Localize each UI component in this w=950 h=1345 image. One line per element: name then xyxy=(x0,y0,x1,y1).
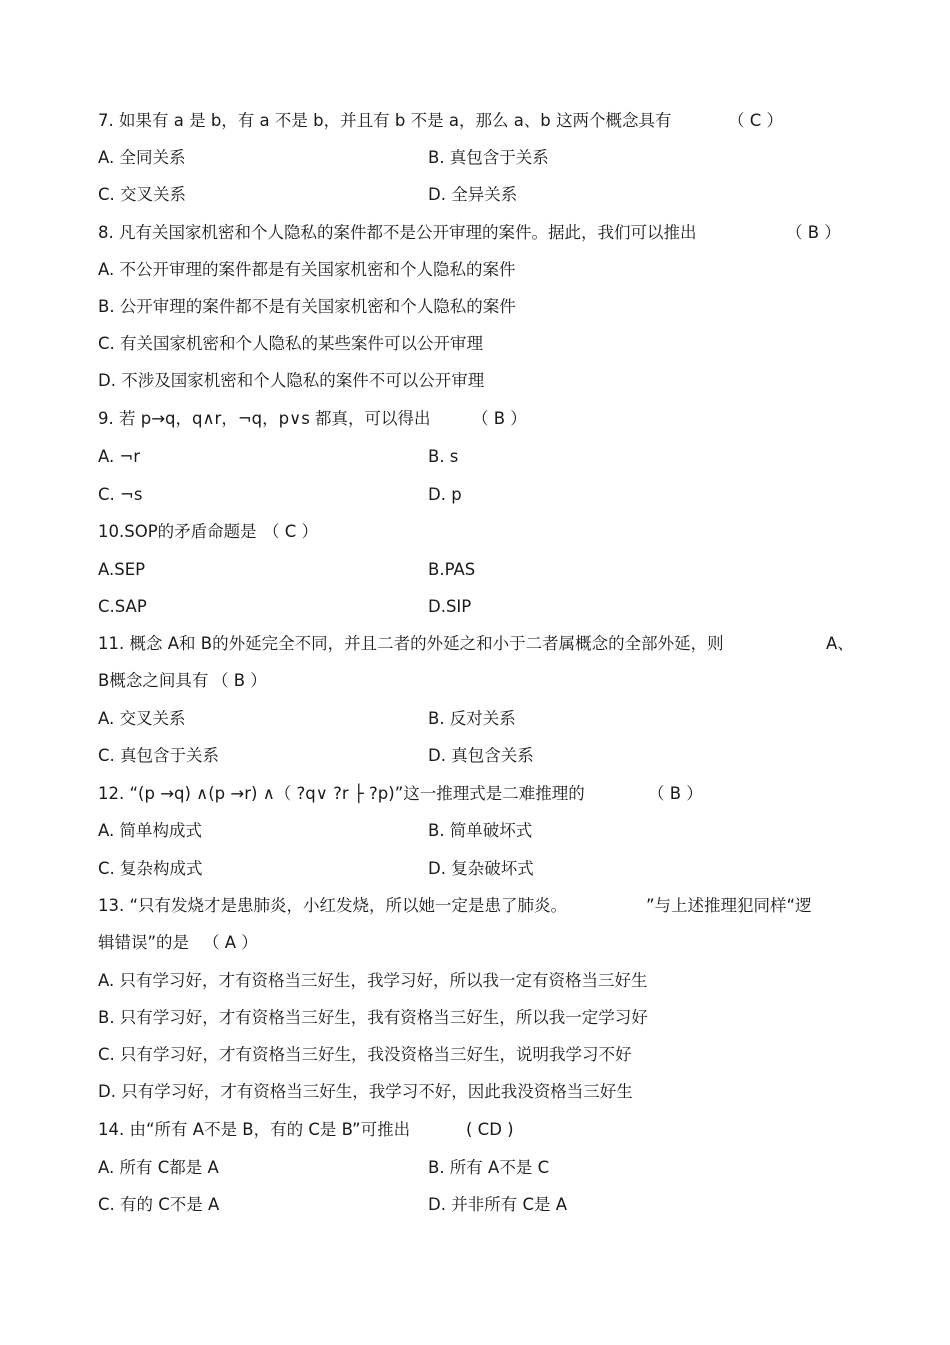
question-stem: 11. 概念 A和 B的外延完全不同，并且二者的外延之和小于二者属概念的全部外延，则 xyxy=(98,634,724,653)
option-d: D. 全异关系 xyxy=(428,185,518,204)
option-a: A. ¬r xyxy=(98,447,141,466)
answer-mark: （ C ） xyxy=(263,522,319,541)
option-a: A. 不公开审理的案件都是有关国家机密和个人隐私的案件 xyxy=(98,260,516,279)
option-c: C.SAP xyxy=(98,597,147,616)
question-stem-line2: B概念之间具有 xyxy=(98,671,209,690)
option-d: D. 并非所有 C是 A xyxy=(428,1195,567,1214)
option-c: C. 有关国家机密和个人隐私的某些案件可以公开审理 xyxy=(98,334,484,353)
option-b: B. 只有学习好，才有资格当三好生，我有资格当三好生，所以我一定学习好 xyxy=(98,1008,648,1027)
answer-mark: （ A ） xyxy=(203,933,258,952)
option-c: C. 真包含于关系 xyxy=(98,746,220,765)
option-c: C. ¬s xyxy=(98,485,143,504)
answer-mark: ( CD ) xyxy=(466,1120,514,1139)
question-stem: 14. 由“所有 A不是 B，有的 C是 B”可推出 xyxy=(98,1120,411,1139)
question-stem-line2: 辑错误”的是 xyxy=(98,933,190,952)
option-d: D. 复杂破坏式 xyxy=(428,859,534,878)
option-a: A. 所有 C都是 A xyxy=(98,1158,219,1177)
question-stem-tail: A、 xyxy=(826,634,854,653)
option-b: B. 公开审理的案件都不是有关国家机密和个人隐私的案件 xyxy=(98,297,516,316)
option-d: D. 真包含关系 xyxy=(428,746,534,765)
option-d: D.SIP xyxy=(428,597,472,616)
option-c: C. 交叉关系 xyxy=(98,185,187,204)
option-b: B. 真包含于关系 xyxy=(428,148,549,167)
option-d: D. 不涉及国家机密和个人隐私的案件不可以公开审理 xyxy=(98,371,485,390)
question-stem: 9. 若 p→q，q∧r，¬q，p∨s 都真，可以得出 xyxy=(98,409,431,428)
option-b: B. 所有 A不是 C xyxy=(428,1158,550,1177)
answer-mark: （ B ） xyxy=(472,409,527,428)
answer-mark: （ B ） xyxy=(648,784,703,803)
option-c: C. 只有学习好，才有资格当三好生，我没资格当三好生，说明我学习不好 xyxy=(98,1045,632,1064)
option-b: B.PAS xyxy=(428,560,476,579)
option-b: B. s xyxy=(428,447,459,466)
question-stem: 13. “只有发烧才是患肺炎，小红发烧，所以她一定是患了肺炎。 xyxy=(98,896,568,915)
question-stem: 8. 凡有关国家机密和个人隐私的案件都不是公开审理的案件。据此，我们可以推出 xyxy=(98,223,697,242)
answer-mark: （ C ） xyxy=(728,111,784,130)
option-d: D. 只有学习好，才有资格当三好生，我学习不好，因此我没资格当三好生 xyxy=(98,1082,633,1101)
option-a: A. 只有学习好，才有资格当三好生，我学习好，所以我一定有资格当三好生 xyxy=(98,971,648,990)
question-stem: 7. 如果有 a 是 b，有 a 不是 b，并且有 b 不是 a，那么 a、b 这两个概念具有 xyxy=(98,111,672,130)
answer-mark: （ B ） xyxy=(786,223,841,242)
answer-mark: （ B ） xyxy=(212,671,267,690)
question-stem: 12. “(p →q) ∧(p →r) ∧（ ?q∨ ?r ├ ?p)”这一推理式是二难推理的 xyxy=(98,784,585,803)
option-b: B. 反对关系 xyxy=(428,709,516,728)
option-b: B. 简单破坏式 xyxy=(428,821,533,840)
option-a: A.SEP xyxy=(98,560,146,579)
question-stem: 10.SOP的矛盾命题是 xyxy=(98,522,257,541)
option-c: C. 复杂构成式 xyxy=(98,859,203,878)
option-d: D. p xyxy=(428,485,462,504)
option-a: A. 全同关系 xyxy=(98,148,186,167)
option-c: C. 有的 C不是 A xyxy=(98,1195,220,1214)
question-stem-tail: ”与上述推理犯同样“逻 xyxy=(646,896,812,915)
option-a: A. 简单构成式 xyxy=(98,821,202,840)
option-a: A. 交叉关系 xyxy=(98,709,186,728)
